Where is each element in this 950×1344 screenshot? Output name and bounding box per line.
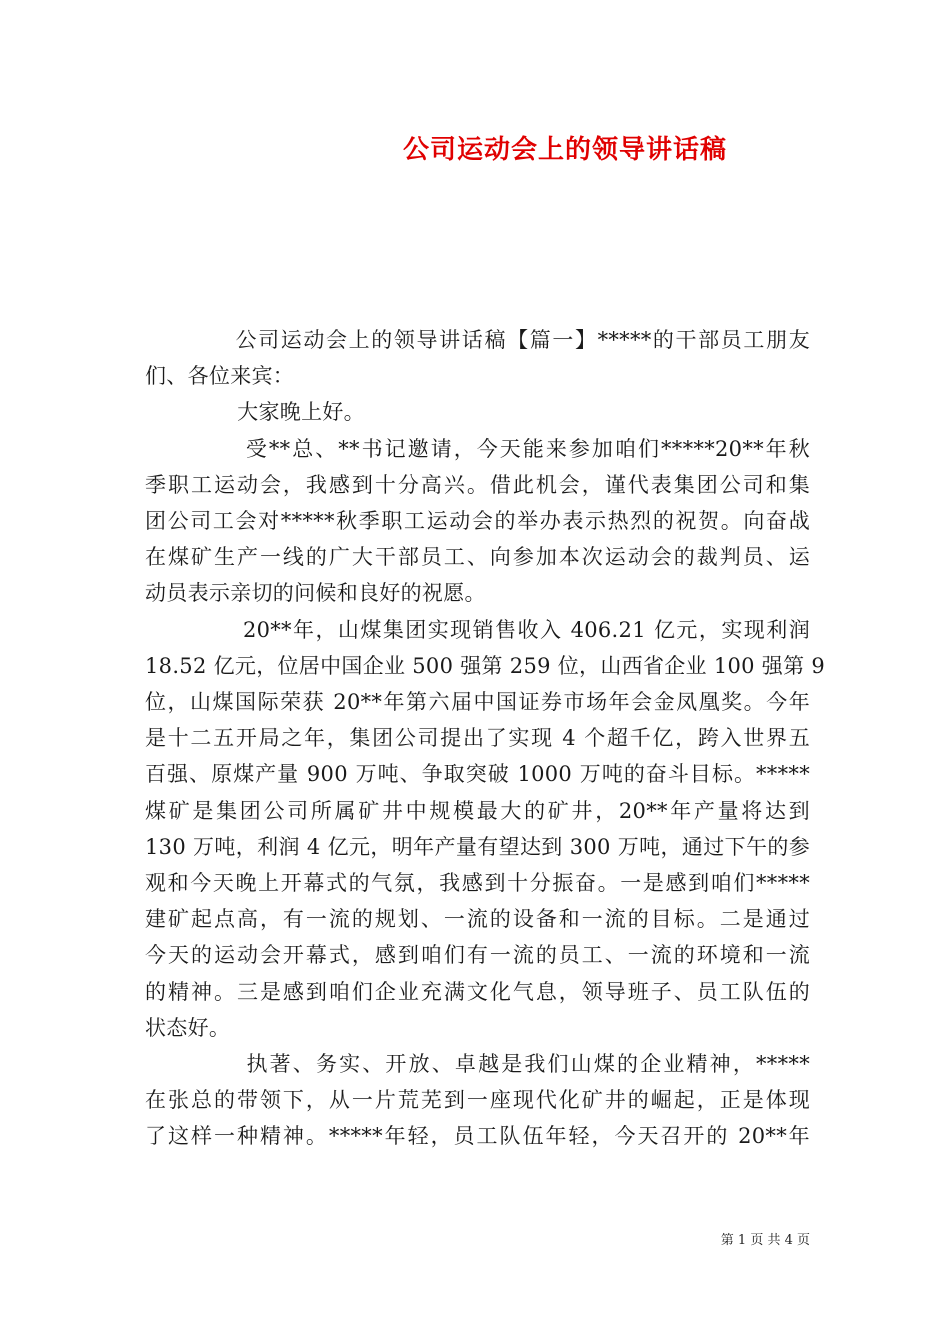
text-line: 公司运动会上的领导讲话稿【篇一】*****的干部员工朋友 <box>145 328 810 352</box>
text-line: 受**总、**书记邀请，今天能来参加咱们*****20**年秋 <box>145 436 810 461</box>
text-line: 煤矿是集团公司所属矿井中规模最大的矿井，20**年产量将达到 <box>145 798 810 823</box>
document-body <box>145 322 826 1155</box>
text-line: 大家晚上好。 <box>145 400 365 425</box>
text-line: 130 万吨，利润 4 亿元，明年产量有望达到 300 万吨，通过下午的参 <box>145 834 810 859</box>
text-line: 是十二五开局之年，集团公司提出了实现 4 个超千亿，跨入世界五 <box>145 726 810 751</box>
text-line: 观和今天晚上开幕式的气氛，我感到十分振奋。一是感到咱们***** <box>145 871 810 896</box>
text-line: 在张总的带领下，从一片荒芜到一座现代化矿井的崛起，正是体现 <box>145 1088 810 1113</box>
text-line: 今天的运动会开幕式，感到咱们有一流的员工、一流的环境和一流 <box>145 943 810 968</box>
text-line: 在煤矿生产一线的广大干部员工、向参加本次运动会的裁判员、运 <box>145 545 810 570</box>
document-title: 公司运动会上的领导讲话稿 <box>402 135 727 165</box>
text-line: 位，山煤国际荣获 20**年第六届中国证券市场年会金凤凰奖。今年 <box>145 690 810 715</box>
text-line: 20**年，山煤集团实现销售收入 406.21 亿元，实现利润 <box>145 617 810 642</box>
text-line: 们、各位来宾： <box>145 364 295 389</box>
text-line: 百强、原煤产量 900 万吨、争取突破 1000 万吨的奋斗目标。***** <box>145 762 810 787</box>
text-line: 了这样一种精神。*****年轻，员工队伍年轻，今天召开的 20**年 <box>145 1124 810 1149</box>
page-number: 第 1 页 共 4 页 <box>720 1233 810 1248</box>
text-line: 团公司工会对*****秋季职工运动会的举办表示热烈的祝贺。向奋战 <box>145 509 810 534</box>
text-line: 18.52 亿元，位居中国企业 500 强第 259 位，山西省企业 100 强第 9 <box>145 653 826 678</box>
text-line: 季职工运动会，我感到十分高兴。借此机会，谨代表集团公司和集 <box>145 472 810 497</box>
text-line: 建矿起点高，有一流的规划、一流的设备和一流的目标。二是通过 <box>145 907 810 932</box>
text-line: 的精神。三是感到咱们企业充满文化气息，领导班子、员工队伍的 <box>145 979 810 1004</box>
text-line: 状态好。 <box>145 1015 231 1040</box>
text-line: 执著、务实、开放、卓越是我们山煤的企业精神，***** <box>145 1052 810 1077</box>
text-line: 动员表示亲切的问候和良好的祝愿。 <box>145 581 486 606</box>
